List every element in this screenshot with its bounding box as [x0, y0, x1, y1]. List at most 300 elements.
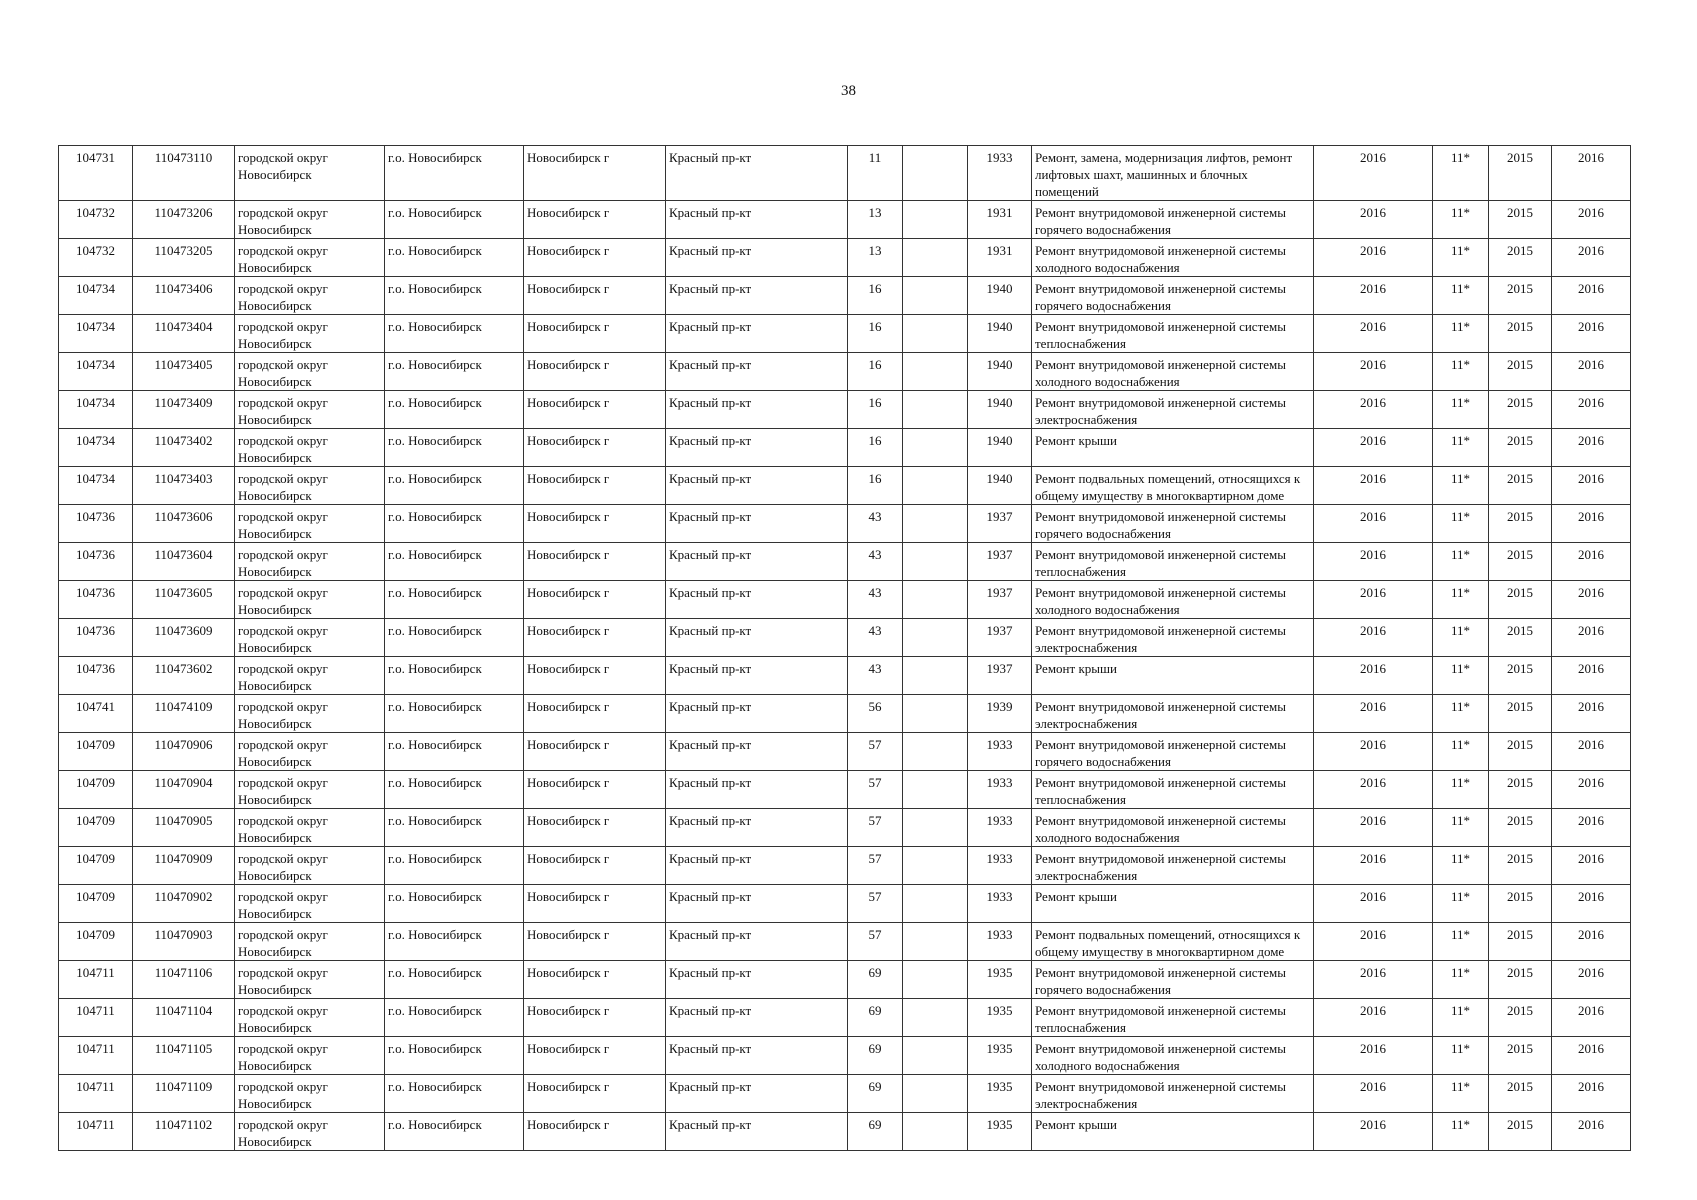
work-type-cell: Ремонт внутридомовой инженерной системы электроснабжения — [1032, 391, 1314, 429]
work-type-cell: Ремонт внутридомовой инженерной системы холодного водоснабжения — [1032, 1037, 1314, 1075]
house-id-cell: 104734 — [59, 353, 133, 391]
object-id-cell: 110473402 — [133, 429, 235, 467]
table-row — [59, 277, 1631, 315]
object-id-cell: 110473606 — [133, 505, 235, 543]
program-code-cell: 11* — [1433, 771, 1489, 809]
end-year-cell: 2016 — [1552, 1037, 1631, 1075]
table-row — [59, 353, 1631, 391]
street-cell: Красный пр-кт — [666, 619, 848, 657]
end-year-cell: 2016 — [1552, 581, 1631, 619]
house-number-cell: 43 — [848, 505, 903, 543]
start-year-cell: 2015 — [1489, 1037, 1552, 1075]
program-code-cell: 11* — [1433, 733, 1489, 771]
locality-cell: Новосибирск г — [524, 581, 666, 619]
year-built-cell: 1937 — [968, 505, 1032, 543]
building-cell — [903, 1075, 968, 1113]
district-cell: г.о. Новосибирск — [385, 999, 524, 1037]
street-cell: Красный пр-кт — [666, 961, 848, 999]
page-number: 38 — [841, 83, 856, 99]
start-year-cell: 2015 — [1489, 201, 1552, 239]
municipality-cell: городской округ Новосибирск — [235, 146, 385, 201]
program-code-cell: 11* — [1433, 146, 1489, 201]
building-cell — [903, 315, 968, 353]
street-cell: Красный пр-кт — [666, 543, 848, 581]
end-year-cell: 2016 — [1552, 657, 1631, 695]
plan-year-cell: 2016 — [1314, 885, 1433, 923]
start-year-cell: 2015 — [1489, 353, 1552, 391]
start-year-cell: 2015 — [1489, 429, 1552, 467]
locality-cell: Новосибирск г — [524, 429, 666, 467]
street-cell: Красный пр-кт — [666, 657, 848, 695]
start-year-cell: 2015 — [1489, 695, 1552, 733]
building-cell — [903, 809, 968, 847]
municipality-cell: городской округ Новосибирск — [235, 315, 385, 353]
building-cell — [903, 771, 968, 809]
building-cell — [903, 239, 968, 277]
locality-cell: Новосибирск г — [524, 146, 666, 201]
work-type-cell: Ремонт внутридомовой инженерной системы электроснабжения — [1032, 1075, 1314, 1113]
table-row — [59, 315, 1631, 353]
locality-cell: Новосибирск г — [524, 809, 666, 847]
house-id-cell: 104736 — [59, 581, 133, 619]
work-type-cell: Ремонт внутридомовой инженерной системы горячего водоснабжения — [1032, 961, 1314, 999]
work-type-cell: Ремонт внутридомовой инженерной системы теплоснабжения — [1032, 771, 1314, 809]
object-id-cell: 110473110 — [133, 146, 235, 201]
table-row — [59, 1113, 1631, 1151]
plan-year-cell: 2016 — [1314, 1113, 1433, 1151]
house-id-cell: 104711 — [59, 1037, 133, 1075]
house-number-cell: 57 — [848, 733, 903, 771]
start-year-cell: 2015 — [1489, 391, 1552, 429]
end-year-cell: 2016 — [1552, 315, 1631, 353]
building-cell — [903, 695, 968, 733]
building-cell — [903, 201, 968, 239]
end-year-cell: 2016 — [1552, 999, 1631, 1037]
program-code-cell: 11* — [1433, 581, 1489, 619]
registry-table — [58, 145, 1631, 1151]
house-number-cell: 43 — [848, 657, 903, 695]
locality-cell: Новосибирск г — [524, 277, 666, 315]
plan-year-cell: 2016 — [1314, 201, 1433, 239]
program-code-cell: 11* — [1433, 1075, 1489, 1113]
program-code-cell: 11* — [1433, 657, 1489, 695]
house-number-cell: 69 — [848, 999, 903, 1037]
start-year-cell: 2015 — [1489, 277, 1552, 315]
program-code-cell: 11* — [1433, 429, 1489, 467]
plan-year-cell: 2016 — [1314, 999, 1433, 1037]
object-id-cell: 110471102 — [133, 1113, 235, 1151]
street-cell: Красный пр-кт — [666, 505, 848, 543]
program-code-cell: 11* — [1433, 201, 1489, 239]
object-id-cell: 110470906 — [133, 733, 235, 771]
work-type-cell: Ремонт внутридомовой инженерной системы теплоснабжения — [1032, 315, 1314, 353]
object-id-cell: 110473404 — [133, 315, 235, 353]
program-code-cell: 11* — [1433, 277, 1489, 315]
work-type-cell: Ремонт крыши — [1032, 1113, 1314, 1151]
program-code-cell: 11* — [1433, 847, 1489, 885]
plan-year-cell: 2016 — [1314, 847, 1433, 885]
start-year-cell: 2015 — [1489, 999, 1552, 1037]
work-type-cell: Ремонт внутридомовой инженерной системы горячего водоснабжения — [1032, 733, 1314, 771]
program-code-cell: 11* — [1433, 505, 1489, 543]
end-year-cell: 2016 — [1552, 695, 1631, 733]
district-cell: г.о. Новосибирск — [385, 201, 524, 239]
plan-year-cell: 2016 — [1314, 923, 1433, 961]
locality-cell: Новосибирск г — [524, 619, 666, 657]
object-id-cell: 110471104 — [133, 999, 235, 1037]
end-year-cell: 2016 — [1552, 543, 1631, 581]
house-id-cell: 104709 — [59, 847, 133, 885]
house-number-cell: 16 — [848, 467, 903, 505]
house-number-cell: 57 — [848, 809, 903, 847]
table-row — [59, 657, 1631, 695]
building-cell — [903, 923, 968, 961]
municipality-cell: городской округ Новосибирск — [235, 467, 385, 505]
district-cell: г.о. Новосибирск — [385, 771, 524, 809]
year-built-cell: 1933 — [968, 847, 1032, 885]
municipality-cell: городской округ Новосибирск — [235, 505, 385, 543]
year-built-cell: 1933 — [968, 733, 1032, 771]
street-cell: Красный пр-кт — [666, 146, 848, 201]
plan-year-cell: 2016 — [1314, 505, 1433, 543]
street-cell: Красный пр-кт — [666, 733, 848, 771]
work-type-cell: Ремонт внутридомовой инженерной системы холодного водоснабжения — [1032, 353, 1314, 391]
municipality-cell: городской округ Новосибирск — [235, 847, 385, 885]
municipality-cell: городской округ Новосибирск — [235, 581, 385, 619]
building-cell — [903, 657, 968, 695]
building-cell — [903, 467, 968, 505]
street-cell: Красный пр-кт — [666, 885, 848, 923]
year-built-cell: 1940 — [968, 429, 1032, 467]
street-cell: Красный пр-кт — [666, 467, 848, 505]
table-row — [59, 1037, 1631, 1075]
plan-year-cell: 2016 — [1314, 1075, 1433, 1113]
district-cell: г.о. Новосибирск — [385, 1037, 524, 1075]
start-year-cell: 2015 — [1489, 771, 1552, 809]
object-id-cell: 110470905 — [133, 809, 235, 847]
table-row — [59, 847, 1631, 885]
object-id-cell: 110473206 — [133, 201, 235, 239]
street-cell: Красный пр-кт — [666, 809, 848, 847]
district-cell: г.о. Новосибирск — [385, 543, 524, 581]
end-year-cell: 2016 — [1552, 391, 1631, 429]
district-cell: г.о. Новосибирск — [385, 733, 524, 771]
house-number-cell: 56 — [848, 695, 903, 733]
locality-cell: Новосибирск г — [524, 847, 666, 885]
year-built-cell: 1935 — [968, 1037, 1032, 1075]
table-row — [59, 999, 1631, 1037]
building-cell — [903, 429, 968, 467]
building-cell — [903, 277, 968, 315]
program-code-cell: 11* — [1433, 315, 1489, 353]
work-type-cell: Ремонт внутридомовой инженерной системы горячего водоснабжения — [1032, 505, 1314, 543]
year-built-cell: 1933 — [968, 771, 1032, 809]
district-cell: г.о. Новосибирск — [385, 581, 524, 619]
locality-cell: Новосибирск г — [524, 885, 666, 923]
municipality-cell: городской округ Новосибирск — [235, 543, 385, 581]
end-year-cell: 2016 — [1552, 619, 1631, 657]
year-built-cell: 1940 — [968, 353, 1032, 391]
house-id-cell: 104734 — [59, 467, 133, 505]
plan-year-cell: 2016 — [1314, 581, 1433, 619]
program-code-cell: 11* — [1433, 353, 1489, 391]
plan-year-cell: 2016 — [1314, 619, 1433, 657]
house-number-cell: 16 — [848, 353, 903, 391]
house-id-cell: 104732 — [59, 201, 133, 239]
house-id-cell: 104734 — [59, 391, 133, 429]
plan-year-cell: 2016 — [1314, 695, 1433, 733]
house-number-cell: 69 — [848, 961, 903, 999]
house-id-cell: 104711 — [59, 1075, 133, 1113]
locality-cell: Новосибирск г — [524, 543, 666, 581]
object-id-cell: 110473205 — [133, 239, 235, 277]
end-year-cell: 2016 — [1552, 201, 1631, 239]
plan-year-cell: 2016 — [1314, 771, 1433, 809]
year-built-cell: 1933 — [968, 923, 1032, 961]
year-built-cell: 1931 — [968, 239, 1032, 277]
building-cell — [903, 847, 968, 885]
street-cell: Красный пр-кт — [666, 1037, 848, 1075]
street-cell: Красный пр-кт — [666, 429, 848, 467]
object-id-cell: 110473605 — [133, 581, 235, 619]
end-year-cell: 2016 — [1552, 809, 1631, 847]
program-code-cell: 11* — [1433, 619, 1489, 657]
year-built-cell: 1937 — [968, 581, 1032, 619]
start-year-cell: 2015 — [1489, 239, 1552, 277]
year-built-cell: 1937 — [968, 543, 1032, 581]
year-built-cell: 1935 — [968, 999, 1032, 1037]
table-row — [59, 543, 1631, 581]
year-built-cell: 1940 — [968, 315, 1032, 353]
building-cell — [903, 961, 968, 999]
start-year-cell: 2015 — [1489, 505, 1552, 543]
start-year-cell: 2015 — [1489, 1113, 1552, 1151]
house-number-cell: 69 — [848, 1037, 903, 1075]
house-id-cell: 104736 — [59, 505, 133, 543]
registry-body — [59, 146, 1631, 1151]
municipality-cell: городской округ Новосибирск — [235, 277, 385, 315]
locality-cell: Новосибирск г — [524, 467, 666, 505]
program-code-cell: 11* — [1433, 961, 1489, 999]
locality-cell: Новосибирск г — [524, 657, 666, 695]
end-year-cell: 2016 — [1552, 429, 1631, 467]
house-id-cell: 104734 — [59, 277, 133, 315]
table-row — [59, 771, 1631, 809]
building-cell — [903, 733, 968, 771]
end-year-cell: 2016 — [1552, 239, 1631, 277]
street-cell: Красный пр-кт — [666, 277, 848, 315]
plan-year-cell: 2016 — [1314, 391, 1433, 429]
plan-year-cell: 2016 — [1314, 429, 1433, 467]
object-id-cell: 110473406 — [133, 277, 235, 315]
house-number-cell: 57 — [848, 923, 903, 961]
district-cell: г.о. Новосибирск — [385, 505, 524, 543]
start-year-cell: 2015 — [1489, 543, 1552, 581]
building-cell — [903, 391, 968, 429]
work-type-cell: Ремонт крыши — [1032, 429, 1314, 467]
object-id-cell: 110473602 — [133, 657, 235, 695]
district-cell: г.о. Новосибирск — [385, 239, 524, 277]
locality-cell: Новосибирск г — [524, 733, 666, 771]
street-cell: Красный пр-кт — [666, 391, 848, 429]
program-code-cell: 11* — [1433, 999, 1489, 1037]
work-type-cell: Ремонт внутридомовой инженерной системы электроснабжения — [1032, 847, 1314, 885]
end-year-cell: 2016 — [1552, 467, 1631, 505]
plan-year-cell: 2016 — [1314, 315, 1433, 353]
district-cell: г.о. Новосибирск — [385, 885, 524, 923]
program-code-cell: 11* — [1433, 809, 1489, 847]
locality-cell: Новосибирск г — [524, 353, 666, 391]
street-cell: Красный пр-кт — [666, 847, 848, 885]
house-number-cell: 43 — [848, 619, 903, 657]
end-year-cell: 2016 — [1552, 885, 1631, 923]
house-number-cell: 16 — [848, 391, 903, 429]
house-number-cell: 11 — [848, 146, 903, 201]
table-row — [59, 505, 1631, 543]
house-number-cell: 13 — [848, 201, 903, 239]
start-year-cell: 2015 — [1489, 885, 1552, 923]
object-id-cell: 110471109 — [133, 1075, 235, 1113]
locality-cell: Новосибирск г — [524, 771, 666, 809]
program-code-cell: 11* — [1433, 923, 1489, 961]
start-year-cell: 2015 — [1489, 847, 1552, 885]
district-cell: г.о. Новосибирск — [385, 695, 524, 733]
year-built-cell: 1940 — [968, 391, 1032, 429]
start-year-cell: 2015 — [1489, 657, 1552, 695]
district-cell: г.о. Новосибирск — [385, 961, 524, 999]
house-number-cell: 16 — [848, 315, 903, 353]
locality-cell: Новосибирск г — [524, 1113, 666, 1151]
start-year-cell: 2015 — [1489, 619, 1552, 657]
locality-cell: Новосибирск г — [524, 961, 666, 999]
municipality-cell: городской округ Новосибирск — [235, 353, 385, 391]
street-cell: Красный пр-кт — [666, 695, 848, 733]
district-cell: г.о. Новосибирск — [385, 657, 524, 695]
table-row — [59, 239, 1631, 277]
house-number-cell: 43 — [848, 543, 903, 581]
table-row — [59, 1075, 1631, 1113]
work-type-cell: Ремонт внутридомовой инженерной системы теплоснабжения — [1032, 543, 1314, 581]
plan-year-cell: 2016 — [1314, 146, 1433, 201]
house-id-cell: 104709 — [59, 885, 133, 923]
work-type-cell: Ремонт внутридомовой инженерной системы теплоснабжения — [1032, 999, 1314, 1037]
district-cell: г.о. Новосибирск — [385, 467, 524, 505]
locality-cell: Новосибирск г — [524, 695, 666, 733]
district-cell: г.о. Новосибирск — [385, 277, 524, 315]
house-id-cell: 104709 — [59, 733, 133, 771]
object-id-cell: 110471106 — [133, 961, 235, 999]
municipality-cell: городской округ Новосибирск — [235, 733, 385, 771]
start-year-cell: 2015 — [1489, 1075, 1552, 1113]
plan-year-cell: 2016 — [1314, 543, 1433, 581]
table-row — [59, 923, 1631, 961]
house-id-cell: 104736 — [59, 543, 133, 581]
end-year-cell: 2016 — [1552, 1075, 1631, 1113]
object-id-cell: 110470902 — [133, 885, 235, 923]
district-cell: г.о. Новосибирск — [385, 315, 524, 353]
object-id-cell: 110473609 — [133, 619, 235, 657]
end-year-cell: 2016 — [1552, 505, 1631, 543]
table-row — [59, 467, 1631, 505]
program-code-cell: 11* — [1433, 239, 1489, 277]
plan-year-cell: 2016 — [1314, 1037, 1433, 1075]
year-built-cell: 1935 — [968, 961, 1032, 999]
building-cell — [903, 543, 968, 581]
program-code-cell: 11* — [1433, 543, 1489, 581]
program-code-cell: 11* — [1433, 391, 1489, 429]
plan-year-cell: 2016 — [1314, 239, 1433, 277]
district-cell: г.о. Новосибирск — [385, 429, 524, 467]
plan-year-cell: 2016 — [1314, 961, 1433, 999]
building-cell — [903, 146, 968, 201]
house-number-cell: 69 — [848, 1113, 903, 1151]
house-id-cell: 104741 — [59, 695, 133, 733]
street-cell: Красный пр-кт — [666, 315, 848, 353]
start-year-cell: 2015 — [1489, 146, 1552, 201]
house-id-cell: 104709 — [59, 923, 133, 961]
table-row — [59, 581, 1631, 619]
locality-cell: Новосибирск г — [524, 239, 666, 277]
object-id-cell: 110470904 — [133, 771, 235, 809]
end-year-cell: 2016 — [1552, 353, 1631, 391]
plan-year-cell: 2016 — [1314, 809, 1433, 847]
district-cell: г.о. Новосибирск — [385, 1113, 524, 1151]
municipality-cell: городской округ Новосибирск — [235, 1113, 385, 1151]
house-id-cell: 104731 — [59, 146, 133, 201]
street-cell: Красный пр-кт — [666, 353, 848, 391]
table-row — [59, 619, 1631, 657]
district-cell: г.о. Новосибирск — [385, 619, 524, 657]
street-cell: Красный пр-кт — [666, 771, 848, 809]
work-type-cell: Ремонт внутридомовой инженерной системы горячего водоснабжения — [1032, 201, 1314, 239]
municipality-cell: городской округ Новосибирск — [235, 695, 385, 733]
building-cell — [903, 885, 968, 923]
building-cell — [903, 999, 968, 1037]
work-type-cell: Ремонт крыши — [1032, 657, 1314, 695]
object-id-cell: 110473604 — [133, 543, 235, 581]
work-type-cell: Ремонт подвальных помещений, относящихся к общему имуществу в многоквартирном доме — [1032, 467, 1314, 505]
year-built-cell: 1931 — [968, 201, 1032, 239]
district-cell: г.о. Новосибирск — [385, 1075, 524, 1113]
program-code-cell: 11* — [1433, 885, 1489, 923]
end-year-cell: 2016 — [1552, 146, 1631, 201]
locality-cell: Новосибирск г — [524, 315, 666, 353]
year-built-cell: 1940 — [968, 467, 1032, 505]
table-row — [59, 201, 1631, 239]
street-cell: Красный пр-кт — [666, 201, 848, 239]
work-type-cell: Ремонт внутридомовой инженерной системы холодного водоснабжения — [1032, 809, 1314, 847]
municipality-cell: городской округ Новосибирск — [235, 961, 385, 999]
house-id-cell: 104734 — [59, 315, 133, 353]
work-type-cell: Ремонт внутридомовой инженерной системы электроснабжения — [1032, 619, 1314, 657]
municipality-cell: городской округ Новосибирск — [235, 771, 385, 809]
year-built-cell: 1937 — [968, 619, 1032, 657]
locality-cell: Новосибирск г — [524, 1075, 666, 1113]
locality-cell: Новосибирск г — [524, 391, 666, 429]
table-row — [59, 429, 1631, 467]
building-cell — [903, 619, 968, 657]
program-code-cell: 11* — [1433, 695, 1489, 733]
program-code-cell: 11* — [1433, 467, 1489, 505]
year-built-cell: 1933 — [968, 809, 1032, 847]
building-cell — [903, 353, 968, 391]
district-cell: г.о. Новосибирск — [385, 391, 524, 429]
house-id-cell: 104732 — [59, 239, 133, 277]
municipality-cell: городской округ Новосибирск — [235, 885, 385, 923]
work-type-cell: Ремонт внутридомовой инженерной системы электроснабжения — [1032, 695, 1314, 733]
district-cell: г.о. Новосибирск — [385, 847, 524, 885]
end-year-cell: 2016 — [1552, 1113, 1631, 1151]
